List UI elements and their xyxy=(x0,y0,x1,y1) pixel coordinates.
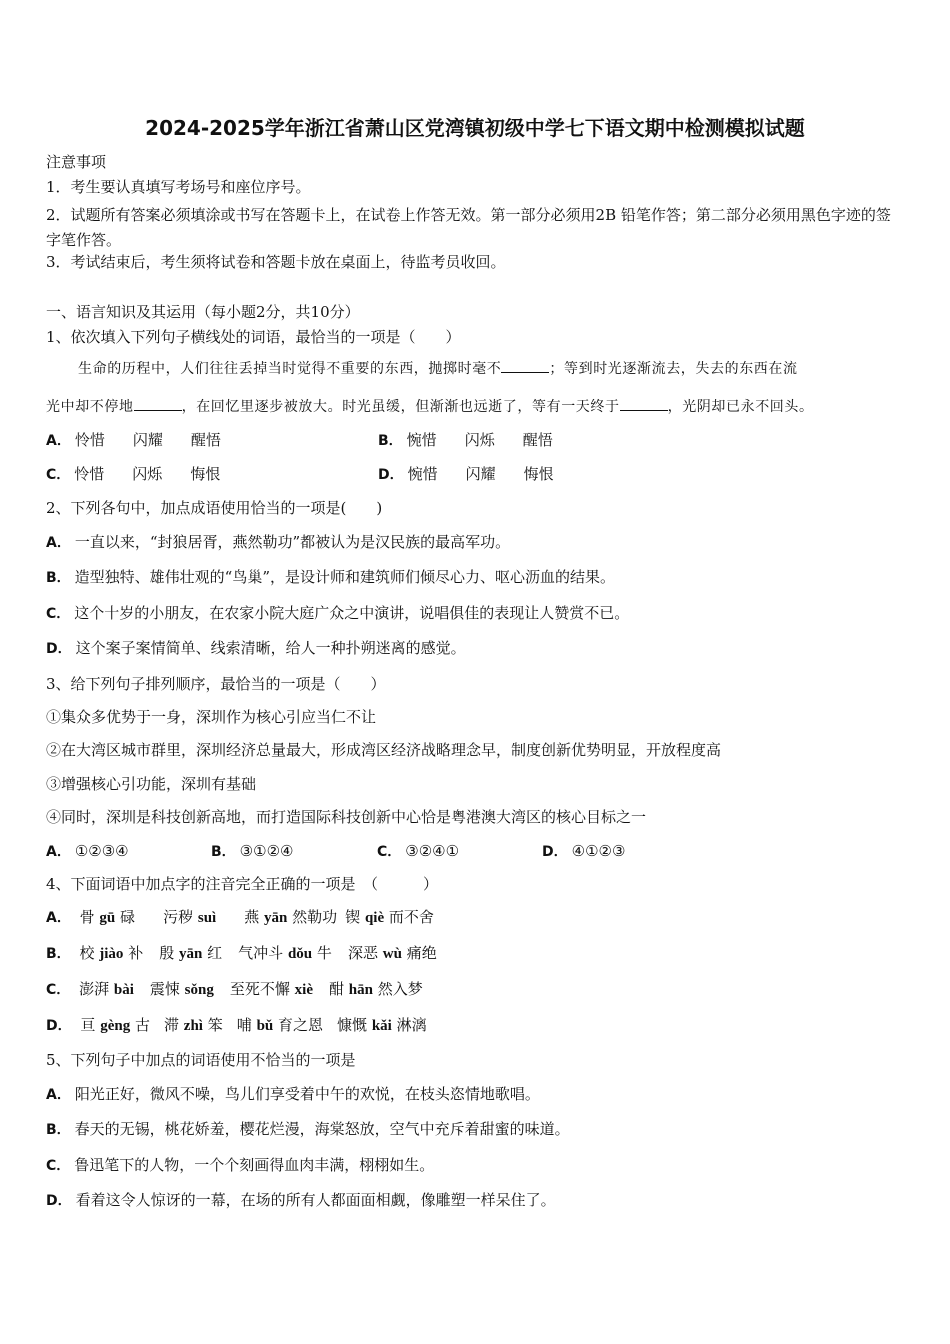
option-label: C． xyxy=(46,1158,71,1174)
pinyin-item xyxy=(337,1016,427,1035)
q3-option-c[interactable] xyxy=(377,842,459,861)
pinyin-item xyxy=(80,908,135,927)
q1-passage-line-2 xyxy=(46,398,814,416)
option-label: A． xyxy=(46,433,71,449)
notes-heading: 注意事项 xyxy=(46,153,107,171)
q1-passage-text: ，在回忆里逐步被放大。时光虽缓，但渐渐也远逝了，等有一天终于 xyxy=(181,399,620,415)
q4-option-c[interactable] xyxy=(46,980,423,999)
option-label: B． xyxy=(378,433,403,449)
option-word: 悔恨 xyxy=(190,465,221,483)
pinyin-item xyxy=(329,980,423,999)
q3-stem: 3、给下列句子排列顺序，最恰当的一项是（ ） xyxy=(46,675,386,693)
option-text: 鲁迅笔下的人物，一个个刻画得血肉丰满，栩栩如生。 xyxy=(74,1156,435,1174)
q3-option-a[interactable] xyxy=(46,842,129,861)
pinyin-item xyxy=(159,944,222,963)
q3-sentence-3: ③增强核心引功能，深圳有基础 xyxy=(46,775,257,793)
option-label: D． xyxy=(378,467,404,483)
option-text: ④①②③ xyxy=(571,842,626,860)
item-text: 污秽 xyxy=(163,908,194,926)
option-label: A． xyxy=(46,1087,71,1103)
note-item-1: 1．考生要认真填写考场号和座位序号。 xyxy=(46,178,311,196)
pinyin-item xyxy=(80,1016,150,1035)
item-text: 燕 xyxy=(244,908,260,926)
option-label: A． xyxy=(46,910,71,926)
item-pinyin: sǒng xyxy=(184,982,214,998)
q1-passage-text: ；等到时光逐渐流去，失去的东西在流 xyxy=(549,361,798,377)
q5-option-c[interactable] xyxy=(46,1156,434,1175)
option-label: D． xyxy=(46,1193,72,1209)
q1-option-c[interactable] xyxy=(46,465,220,484)
item-pinyin: dǒu xyxy=(287,946,313,962)
note-item-3: 3．考试结束后，考生须将试卷和答题卡放在桌面上，待监考员收回。 xyxy=(46,253,506,271)
option-text: 春天的无锡，桃花娇羞，樱花烂漫，海棠怒放，空气中充斥着甜蜜的味道。 xyxy=(74,1120,570,1138)
item-pinyin: yān xyxy=(264,910,288,926)
item-text: 滞 xyxy=(164,1016,180,1034)
item-text: 骨 xyxy=(79,908,95,926)
option-word: 惋惜 xyxy=(406,431,437,449)
q1-passage-text: 生命的历程中，人们往往丢掉当时觉得不重要的东西，抛掷时毫不 xyxy=(78,361,502,377)
option-word: 悔恨 xyxy=(523,465,554,483)
option-word: 惋惜 xyxy=(407,465,438,483)
answer-blank-1[interactable] xyxy=(501,360,549,373)
option-label: D． xyxy=(542,844,568,860)
item-pinyin: gū xyxy=(99,910,116,926)
item-pinyin: yān xyxy=(179,946,203,962)
item-text: 深恶 xyxy=(347,944,378,962)
option-label: C． xyxy=(46,982,71,998)
item-pinyin: wù xyxy=(382,946,402,962)
option-word: 闪烁 xyxy=(464,431,495,449)
option-word: 醒悟 xyxy=(522,431,553,449)
pinyin-item xyxy=(244,908,337,927)
pinyin-item xyxy=(164,1016,223,1035)
option-text: 看着这令人惊讶的一幕，在场的所有人都面面相觑，像雕塑一样呆住了。 xyxy=(75,1191,556,1209)
q4-option-b[interactable] xyxy=(46,944,437,963)
q5-option-b[interactable] xyxy=(46,1120,570,1139)
q3-option-b[interactable] xyxy=(211,842,293,861)
item-text: 红 xyxy=(207,944,223,962)
q2-option-d[interactable] xyxy=(46,639,466,658)
item-text: 震悚 xyxy=(149,980,180,998)
option-label: A． xyxy=(46,844,71,860)
item-text: 然勒功 xyxy=(292,908,338,926)
option-word: 闪耀 xyxy=(132,431,163,449)
item-text: 酣 xyxy=(328,980,344,998)
q1-option-b[interactable] xyxy=(378,431,553,450)
item-text: 育之恩 xyxy=(278,1016,324,1034)
q2-stem: 2、下列各句中，加点成语使用恰当的一项是( ) xyxy=(46,499,383,517)
option-label: B． xyxy=(46,946,71,962)
q3-sentence-4: ④同时，深圳是科技创新高地，而打造国际科技创新中心恰是粤港澳大湾区的核心目标之一 xyxy=(46,808,647,826)
option-text: ③①②④ xyxy=(239,842,294,860)
item-text: 殷 xyxy=(159,944,175,962)
answer-blank-2[interactable] xyxy=(134,398,182,411)
item-text: 气冲斗 xyxy=(238,944,284,962)
q5-stem: 5、下列句子中加点的词语使用不恰当的一项是 xyxy=(46,1051,356,1069)
item-text: 至死不懈 xyxy=(229,980,290,998)
pinyin-item xyxy=(230,980,313,999)
pinyin-item xyxy=(237,1016,323,1035)
q3-sentence-1: ①集众多优势于一身，深圳作为核心引应当仁不让 xyxy=(46,708,377,726)
option-text: 这个十岁的小朋友，在农家小院大庭广众之中演讲，说唱俱佳的表现让人赞赏不已。 xyxy=(74,604,630,622)
option-text: 一直以来，“封狼居胥，燕然勒功”都被认为是汉民族的最高军功。 xyxy=(74,533,511,551)
pinyin-item xyxy=(150,980,214,999)
q1-passage-text: ，光阴却已永不回头。 xyxy=(667,399,814,415)
item-text: 补 xyxy=(128,944,144,962)
item-pinyin: qiè xyxy=(364,910,385,926)
item-text: 笨 xyxy=(207,1016,223,1034)
option-label: C． xyxy=(46,467,71,483)
q3-option-d[interactable] xyxy=(542,842,625,861)
pinyin-item xyxy=(79,980,134,999)
q2-option-b[interactable] xyxy=(46,568,615,587)
option-label: B． xyxy=(46,570,71,586)
item-pinyin: jiào xyxy=(99,946,124,962)
option-label: D． xyxy=(46,641,72,657)
item-text: 淋漓 xyxy=(396,1016,427,1034)
item-pinyin: xiè xyxy=(294,982,313,998)
q2-option-c[interactable] xyxy=(46,604,629,623)
pinyin-item xyxy=(348,944,437,963)
q5-option-d[interactable] xyxy=(46,1191,556,1210)
section-heading: 一、语言知识及其运用（每小题2分，共10分） xyxy=(46,303,360,321)
q1-stem: 1、依次填入下列句子横线处的词语，最恰当的一项是（ ） xyxy=(46,328,461,346)
option-label: C． xyxy=(46,606,71,622)
option-label: B． xyxy=(46,1122,71,1138)
option-text: 这个案子案情简单、线索清晰，给人一种扑朔迷离的感觉。 xyxy=(75,639,466,657)
option-label: B． xyxy=(211,844,236,860)
item-pinyin: hān xyxy=(348,982,373,998)
option-text: ①②③④ xyxy=(74,842,129,860)
item-text: 痛绝 xyxy=(406,944,437,962)
option-word: 闪烁 xyxy=(132,465,163,483)
item-text: 亘 xyxy=(80,1016,96,1034)
option-word: 闪耀 xyxy=(465,465,496,483)
option-word: 怜惜 xyxy=(74,465,105,483)
item-pinyin: bǔ xyxy=(256,1018,274,1034)
pinyin-item xyxy=(238,944,332,963)
item-pinyin: kǎi xyxy=(371,1018,392,1034)
q1-passage-text: 光中却不停地 xyxy=(46,399,134,415)
item-text: 锲 xyxy=(345,908,361,926)
option-word: 怜惜 xyxy=(74,431,105,449)
option-text: 造型独特、雄伟壮观的“鸟巢”，是设计师和建筑师们倾尽心力、呕心沥血的结果。 xyxy=(74,568,616,586)
item-text: 校 xyxy=(79,944,95,962)
item-pinyin: gèng xyxy=(100,1018,131,1034)
item-text: 然入梦 xyxy=(377,980,423,998)
q4-option-d[interactable] xyxy=(46,1016,427,1035)
q4-option-a[interactable] xyxy=(46,908,434,927)
item-pinyin: zhì xyxy=(183,1018,203,1034)
item-text: 澎湃 xyxy=(79,980,110,998)
option-text: 阳光正好，微风不噪，鸟儿们享受着中午的欢悦，在枝头恣情地歌唱。 xyxy=(74,1085,540,1103)
q3-sentence-2: ②在大湾区城市群里，深圳经济总量最大，形成湾区经济战略理念早，制度创新优势明显，开放程度高 xyxy=(46,741,722,759)
item-text: 慷慨 xyxy=(337,1016,368,1034)
pinyin-item xyxy=(163,908,216,927)
item-text: 牛 xyxy=(316,944,332,962)
exam-title: 2024-2025学年浙江省萧山区党湾镇初级中学七下语文期中检测模拟试题 xyxy=(145,116,805,140)
item-text: 而不舍 xyxy=(388,908,434,926)
pinyin-item xyxy=(345,908,434,927)
option-label: C． xyxy=(377,844,402,860)
option-label: A． xyxy=(46,535,71,551)
note-item-2: 2．试题所有答案必须填涂或书写在答题卡上，在试卷上作答无效。第一部分必须用2B 铅笔作答；第二部分必须用黑色字迹的签字笔作答。 xyxy=(46,206,891,249)
q5-option-a[interactable] xyxy=(46,1085,540,1104)
item-text: 哺 xyxy=(236,1016,252,1034)
q1-passage-line-1 xyxy=(78,360,798,378)
q1-option-a[interactable] xyxy=(46,431,221,450)
pinyin-item xyxy=(79,944,143,963)
option-label: D． xyxy=(46,1018,72,1034)
item-pinyin: bài xyxy=(113,982,134,998)
q4-stem: 4、下面词语中加点字的注音完全正确的一项是 （ ） xyxy=(46,875,439,893)
q1-option-d[interactable] xyxy=(378,465,554,484)
answer-blank-3[interactable] xyxy=(620,398,668,411)
item-text: 碌 xyxy=(120,908,136,926)
q2-option-a[interactable] xyxy=(46,533,510,552)
option-text: ③②④① xyxy=(405,842,460,860)
item-text: 古 xyxy=(134,1016,150,1034)
item-pinyin: suì xyxy=(197,910,217,926)
option-word: 醒悟 xyxy=(190,431,221,449)
